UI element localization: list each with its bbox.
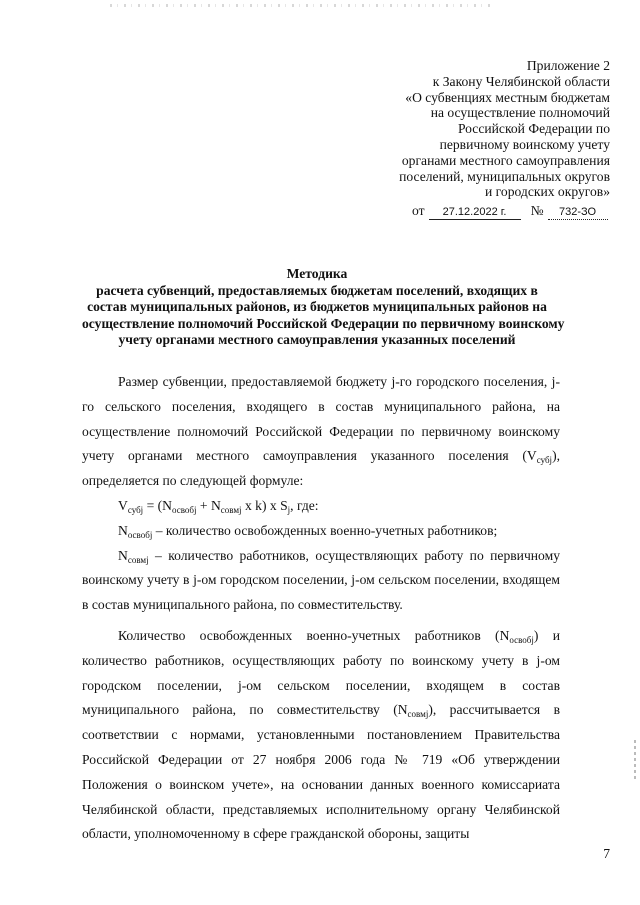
definition-symbol: N <box>118 522 128 538</box>
appendix-line: органами местного самоуправления <box>401 152 610 168</box>
formula-part: V <box>118 497 128 513</box>
appendix-line: Приложение 2 <box>526 58 610 73</box>
scan-artifact <box>110 4 490 7</box>
title-line: расчета субвенций, предоставляемых бюджетам поселений, входящих в <box>96 282 538 298</box>
formula-part: + N <box>196 497 221 513</box>
title-line: состав муниципальных районов, из бюджетов муниципальных районов на <box>87 299 547 315</box>
title-line: осуществление полномочий Российской Федерации по первичному воинскому <box>82 315 565 331</box>
title-line: учету органами местного самоуправления указанных поселений <box>118 332 516 348</box>
appendix-line: первичному воинскому учету <box>439 136 610 152</box>
appendix-line: Российской Федерации по <box>457 121 610 137</box>
law-date: 27.12.2022 г. <box>429 206 521 220</box>
definition-text: – количество работников, осуществляющих работу по первичному воинскому учету в j-ом городском поселении, j-ом сельском поселении, входящем в состав муниципального района, по совместительству. <box>82 547 560 613</box>
subscript: субj <box>536 455 553 466</box>
appendix-line: и городских округов» <box>485 184 610 200</box>
law-number: 732-ЗО <box>548 206 608 220</box>
definition-symbol: N <box>118 547 128 563</box>
formula-part: х k) х S <box>241 497 288 513</box>
subscript: освобj <box>171 504 197 515</box>
appendix-line: к Закону Челябинской области <box>432 73 610 89</box>
paragraph-calculation <box>82 624 560 847</box>
law-date-line <box>412 203 608 220</box>
document-body <box>82 370 560 847</box>
number-sign: № <box>530 203 544 218</box>
document-title <box>82 266 565 349</box>
subscript: субj <box>127 504 144 515</box>
appendix-line: на осуществление полномочий <box>430 105 610 121</box>
formula-part: = (N <box>143 497 172 513</box>
subscript: освобj <box>509 634 534 645</box>
paragraph-text: ) и количество работников, осуществляющих работу по воинскому учету в j-ом городском поселении, j-ом сельском поселении, входящем в состав муниципального района, по совместительству (N <box>82 627 560 718</box>
definition-n-osvob <box>82 519 560 544</box>
appendix-header <box>310 58 610 200</box>
paragraph-text: ), рассчитывается в соответствии с нормами, установленными постановлением Правительства Российской Федерации от 27 ноября 2006 года № 719 «Об утверждении Положения о воинском учете», на основании данных военного комиссариата Челябинской области, представляемых исполнительному органу Челябинской области, уполномоченному в сфере гражданской обороны, защиты <box>82 702 560 842</box>
page-number: 7 <box>603 846 610 861</box>
appendix-line: поселений, муниципальных округов <box>399 168 610 184</box>
definition-n-sovm <box>82 544 560 618</box>
paragraph-text: Количество освобожденных военно-учетных работников (N <box>118 627 510 643</box>
definition-text: – количество освобожденных военно-учетных работников; <box>152 522 498 538</box>
paragraph-text: ), определяется по следующей формуле: <box>82 448 560 489</box>
title-heading: Методика <box>286 266 348 281</box>
subscript: освобj <box>127 529 153 540</box>
formula-part: , где: <box>290 497 319 513</box>
formula <box>82 494 560 519</box>
subscript: совмj <box>127 554 149 565</box>
scan-margin-artifact <box>634 740 636 780</box>
subscript: совмj <box>220 504 242 515</box>
paragraph-intro <box>82 370 560 494</box>
paragraph-text: Размер субвенции, предоставляемой бюджету j-го городского поселения, j-го сельского поселения, входящего в состав муниципального района, на осуществление полномочий Российской Федерации по первичному воинскому учету органами местного самоуправления указанного поселения (V <box>82 374 560 464</box>
subscript: j <box>287 504 291 515</box>
subscript: совмj <box>407 709 429 720</box>
date-prefix: от <box>412 203 425 218</box>
appendix-line: «О субвенциях местным бюджетам <box>405 89 610 105</box>
